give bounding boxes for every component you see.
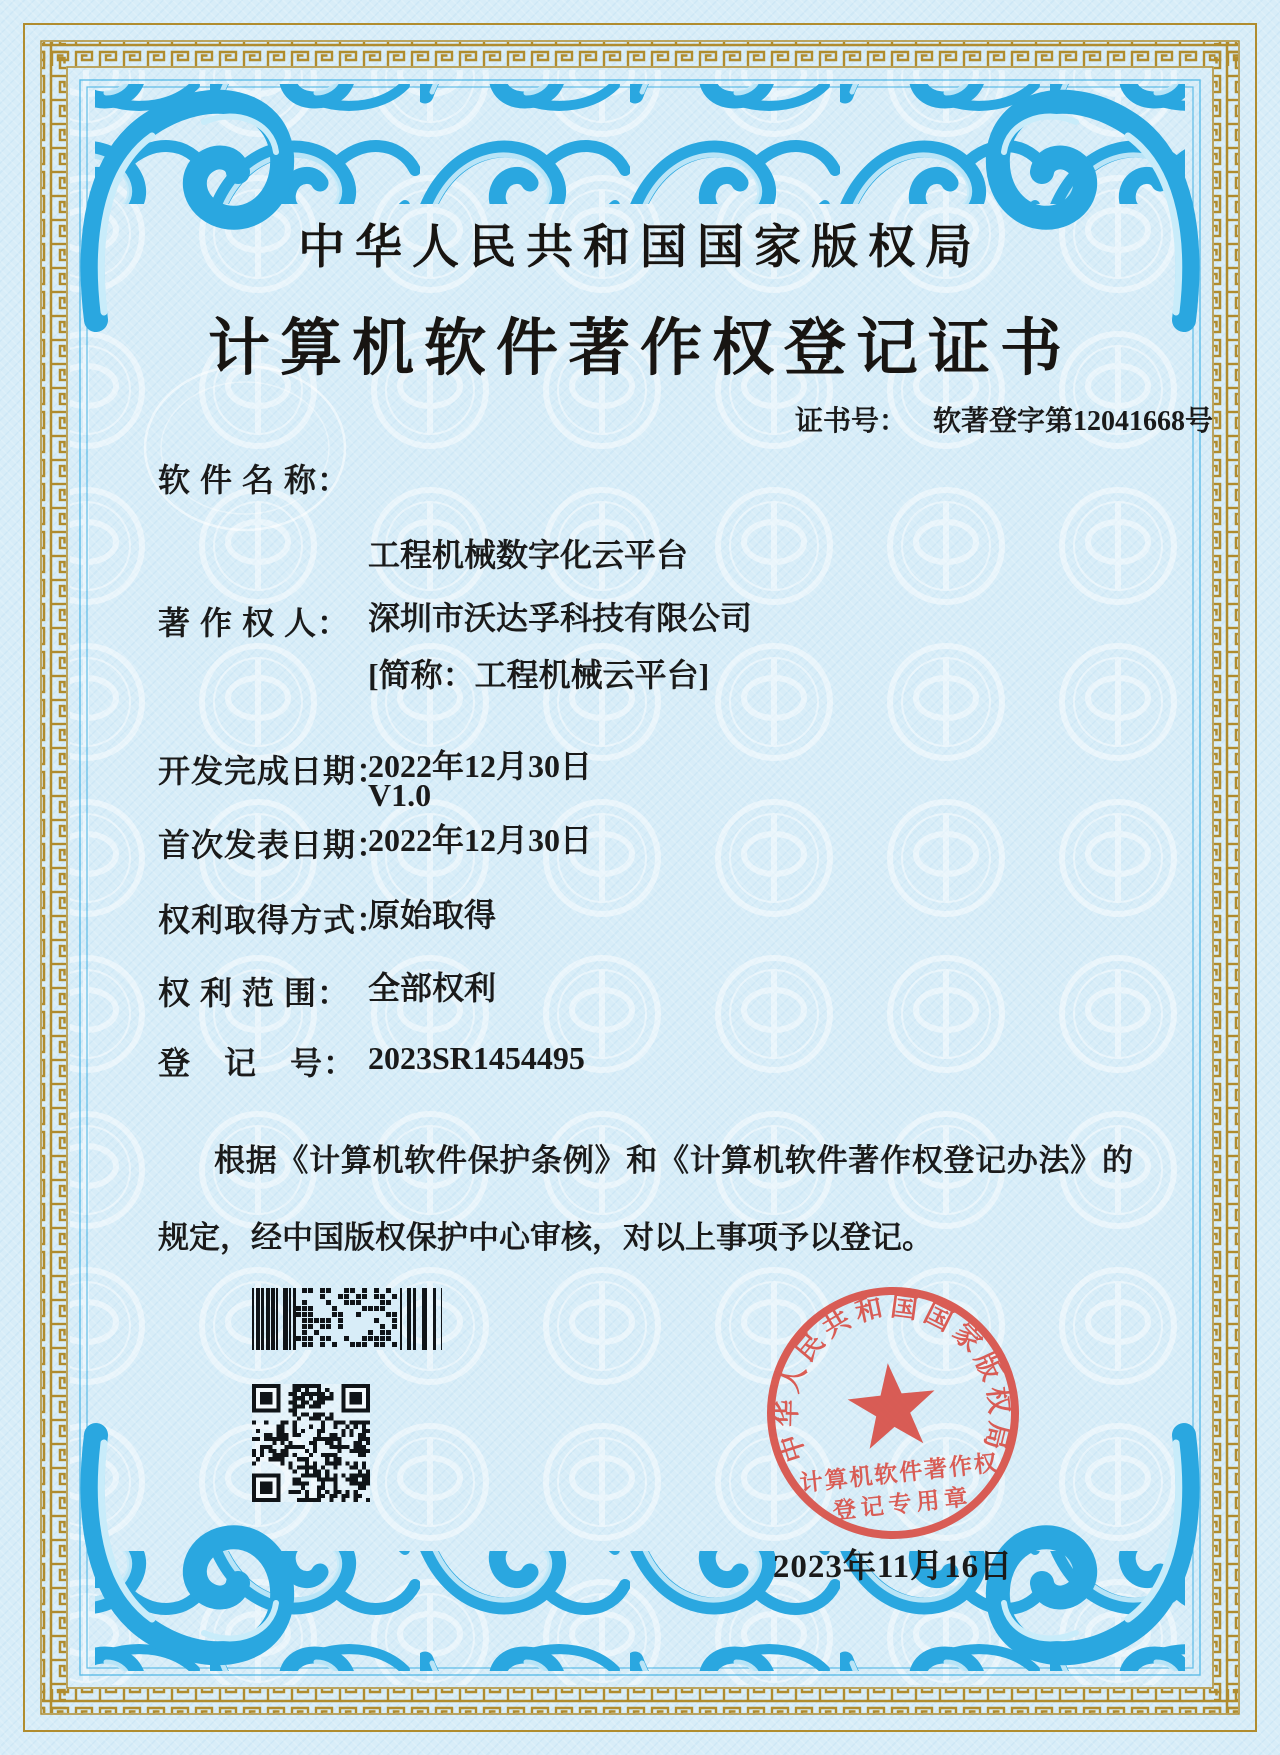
- field-label: 著 作 权 人：: [158, 605, 351, 641]
- field-label: 权利取得方式：: [158, 902, 390, 938]
- field-dev-complete-date: [158, 746, 592, 792]
- greek-key-border-top: [42, 42, 1238, 66]
- field-registration-number: [158, 1038, 585, 1084]
- issue-date: 2023年11月16日: [772, 1549, 1014, 1585]
- field-value: 深圳市沃达孚科技有限公司: [368, 600, 753, 636]
- greek-key-border-right: [1214, 42, 1238, 1713]
- software-name-line2: [简称：工程机械云平台]: [368, 657, 710, 693]
- field-label: 开发完成日期：: [158, 753, 390, 789]
- field-value: 2022年12月30日: [368, 748, 593, 784]
- field-value: 2023SR1454495: [368, 1040, 585, 1076]
- seal-text-line1: 计算机软件著作权: [798, 1450, 1001, 1497]
- field-value: 全部权利: [368, 970, 497, 1006]
- seal-text-line2: 登记专用章: [831, 1484, 974, 1524]
- field-value: 2022年12月30日: [368, 822, 593, 858]
- certificate-title: 计算机软件著作权登记证书: [207, 315, 1072, 383]
- field-rights-acquisition: [158, 895, 496, 941]
- field-label: 软 件 名 称：: [158, 462, 351, 498]
- field-label: 权 利 范 围：: [158, 975, 351, 1011]
- certificate-number-value: 软著登字第12041668号: [933, 406, 1214, 437]
- star-icon: [844, 1359, 940, 1451]
- field-value: 原始取得: [368, 897, 497, 933]
- field-label: 登 记 号：: [158, 1045, 357, 1081]
- authority-title: 中华人民共和国国家版权局: [298, 222, 982, 274]
- software-name-version: V1.0: [368, 777, 432, 813]
- software-name-line1: 工程机械数字化云平台: [368, 537, 689, 573]
- official-seal: [743, 1263, 1043, 1563]
- field-first-publish-date: [158, 820, 592, 866]
- greek-key-border-left: [42, 42, 66, 1713]
- certificate-number-label: 证书号：: [795, 406, 908, 437]
- qr-code-icon: [252, 1384, 370, 1502]
- certificate-number: [795, 399, 1213, 439]
- barcode-icon: [252, 1288, 442, 1350]
- seal-ring-text: 中华人民共和国国家版权局: [771, 1291, 1016, 1466]
- registration-statement: 根据《计算机软件保护条例》和《计算机软件著作权登记办法》的规定，经中国版权保护中心审核，对以上事项予以登记。: [158, 1143, 1133, 1255]
- field-copyright-owner: [158, 598, 752, 644]
- greek-key-border-bottom: [42, 1689, 1238, 1713]
- field-rights-scope: [158, 968, 496, 1014]
- field-label: 首次发表日期：: [158, 827, 390, 863]
